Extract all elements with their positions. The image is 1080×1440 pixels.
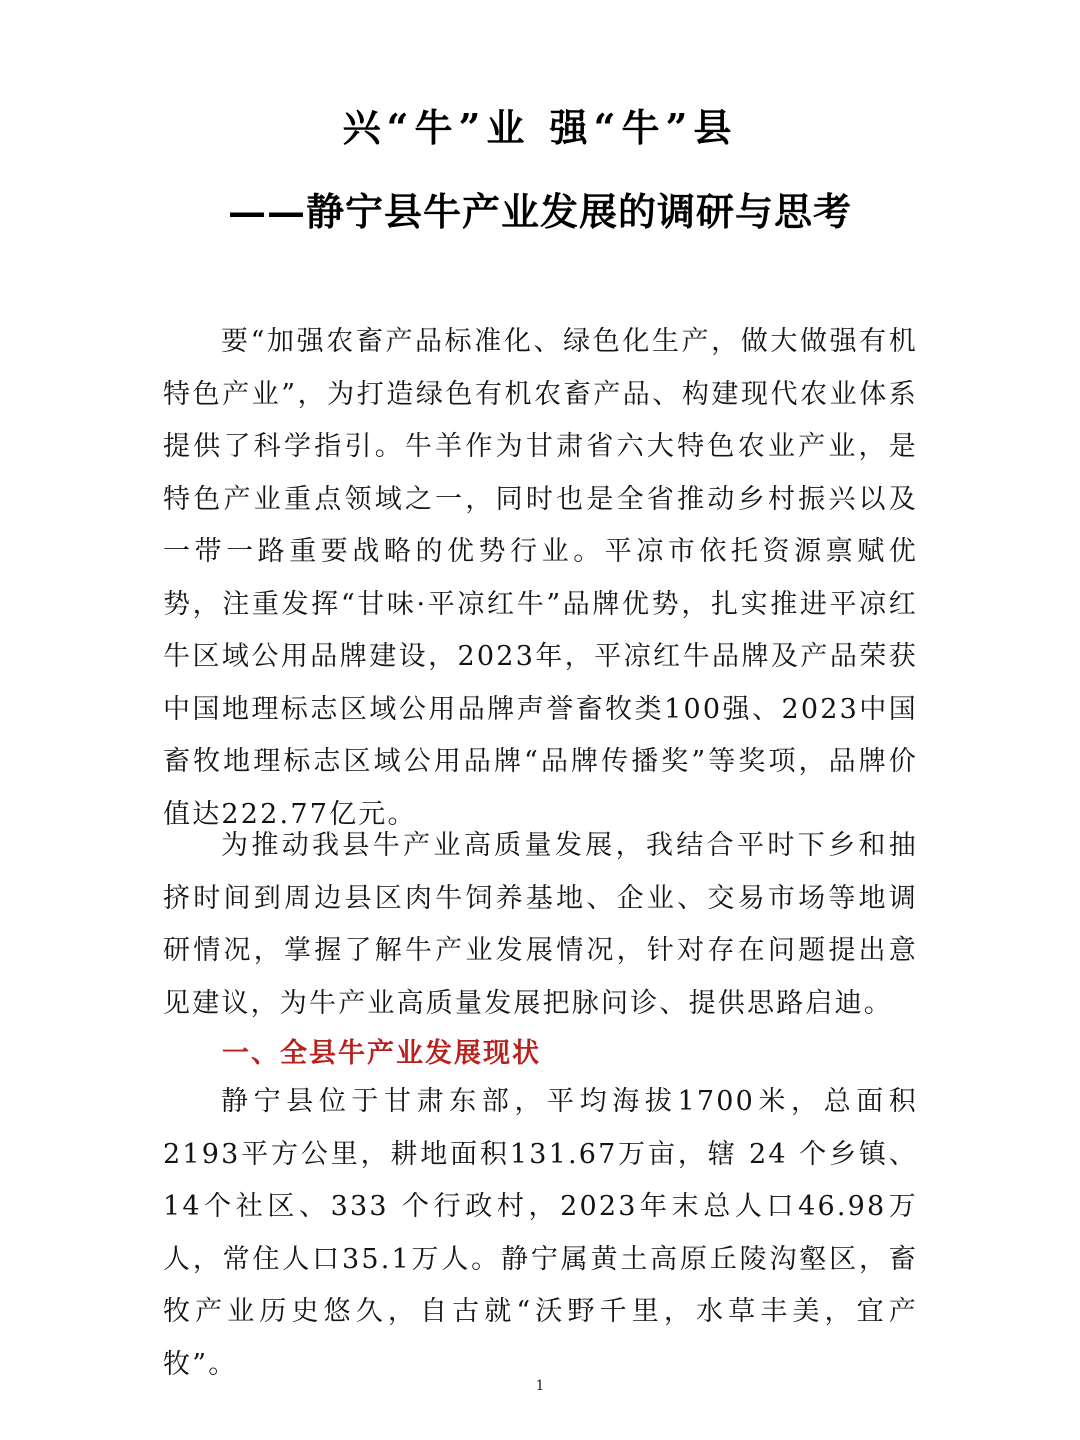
document-title: 兴“牛”业 强“牛”县 — [342, 105, 738, 150]
paragraph-purpose: 为推动我县牛产业高质量发展，我结合平时下乡和抽挤时间到周边县区肉牛饲养基地、企业、交易市场等地调研情况，掌握了解牛产业发展情况，针对存在问题提出意见建议，为牛产业高质量发展把脉问诊、提供思路启迪。 — [163, 830, 918, 1019]
paragraph-intro: 要“加强农畜产品标准化、绿色化生产，做大做强有机特色产业”，为打造绿色有机农畜产品、构建现代农业体系提供了科学指引。牛羊作为甘肃省六大特色农业产业，是特色产业重点领域之一，同时也是全省推动乡村振兴以及一带一路重要战略的优势行业。平凉市依托资源禀赋优势，注重发挥“甘味·平凉红牛”品牌优势，扎实推进平凉红牛区域公用品牌建设，2023年，平凉红牛品牌及产品荣获中国地理标志区域公用品牌声誉畜牧类100强、2023中国畜牧地理标志区域公用品牌“品牌传播奖”等奖项，品牌价值达222.77亿元。 — [163, 326, 918, 830]
paragraph-county-overview: 静宁县位于甘肃东部，平均海拔1700米，总面积2193平方公里，耕地面积131.67万亩，辖 24 个乡镇、14个社区、333 个行政村，2023年末总人口46.98万人，常住人口35.1万人。静宁属黄土高原丘陵沟壑区，畜牧产业历史悠久，自古就“沃野千里，水草丰美，宜产牧”。 — [163, 1086, 918, 1380]
page-number: 1 — [535, 1378, 545, 1394]
document-subtitle: ——静宁县牛产业发展的调研与思考 — [227, 189, 852, 234]
section-heading: 一、全县牛产业发展现状 — [222, 1038, 541, 1069]
